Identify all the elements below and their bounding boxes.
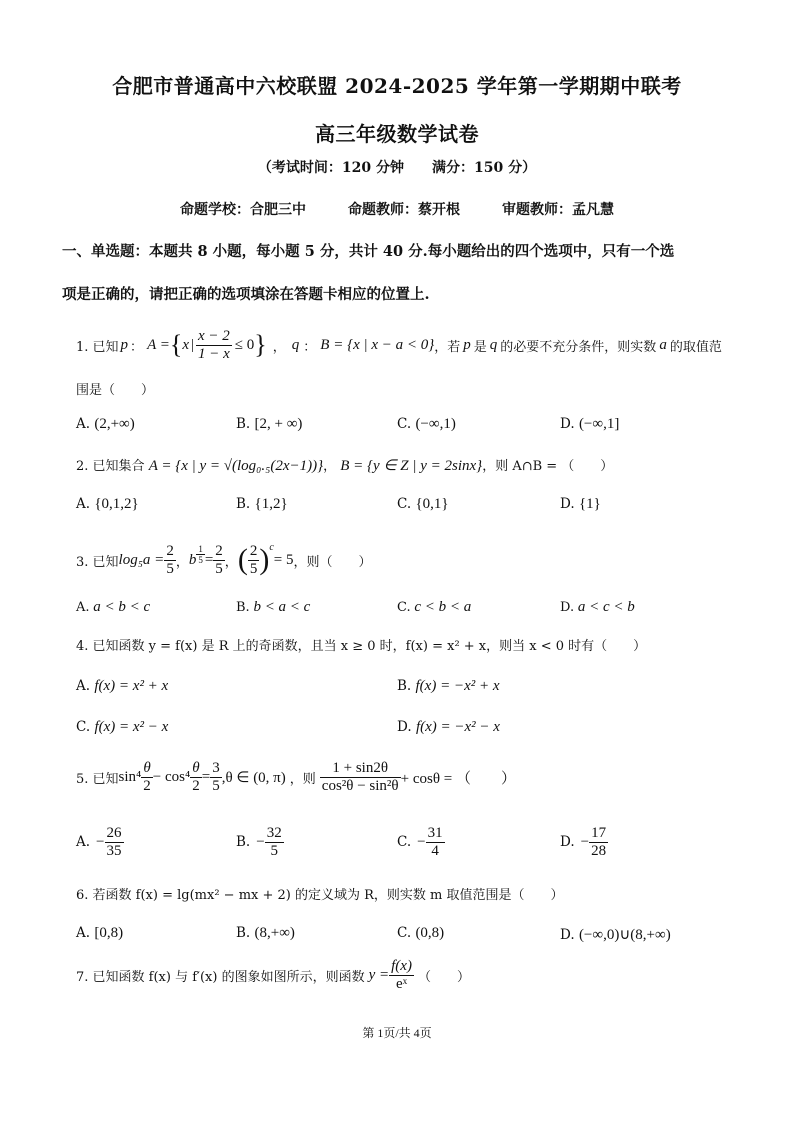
q1-option-b[interactable] (236, 416, 302, 433)
q5-minus-cos4: − cos⁴ (152, 768, 191, 785)
q7-stem-end: （ ） (417, 969, 470, 985)
q5-option-a-sign: − (96, 833, 105, 850)
q5-option-d-den: 28 (591, 842, 607, 859)
q2-sep: ， (323, 459, 337, 474)
q6-option-d-text: (−∞,0)∪(8,+∞) (578, 927, 671, 943)
q7-stem-prefix: 7. 已知函数 f(x) 与 f′(x) 的图象如图所示，则函数 (76, 969, 365, 985)
q3-b-base: b (188, 551, 197, 568)
q5-sin4: sin⁴ (118, 768, 142, 785)
q3-f3-den: 5 (249, 560, 258, 577)
q5-two-2: 2 (192, 777, 200, 794)
q4-option-a-text: f(x) = x² + x (94, 678, 169, 694)
question-1-stem-line2: 围是（ ） (76, 383, 155, 398)
q3-sep1: ， (175, 554, 189, 570)
section1-heading-line2: 项是正确的，请把正确的选项填涂在答题卡相应的位置上. (62, 286, 430, 303)
q7-num: f(x) (391, 957, 412, 974)
q6-option-c-text: (0,8) (415, 925, 445, 941)
q2-option-b[interactable] (236, 496, 288, 513)
q1-option-d-text: (−∞,1] (578, 416, 620, 432)
q5-big-den: cos²θ − sin²θ (321, 777, 399, 794)
q5-two-1: 2 (143, 777, 151, 794)
q3-f2-num: 2 (215, 542, 223, 559)
q3-fraction-3 (248, 543, 260, 578)
page-number: 第 1页/共 4页 (362, 1026, 432, 1040)
q5-then: ，则 (289, 771, 316, 787)
q5-cond: ,θ ∈ (0, π) (221, 769, 286, 786)
q5-option-b-den: 5 (265, 842, 284, 860)
q5-option-b-sign: − (256, 833, 265, 850)
q3-option-a-text: a < b < c (93, 599, 151, 615)
q1-option-c-text: (−∞,1) (415, 416, 456, 432)
question-6-stem: 6. 若函数 f(x) = lg(mx² − mx + 2) 的定义域为 R，则实数 m 取值范围是（ ） (76, 888, 564, 903)
q3-stem-end: ，则（ ） (293, 554, 372, 570)
q1-option-c-label: C. (397, 416, 412, 432)
q1-option-b-label: B. (236, 416, 251, 432)
q3-option-d-text: a < c < b (577, 599, 635, 615)
q5-option-c-sign: − (417, 833, 426, 850)
q3-option-b-label: B. (236, 600, 250, 615)
section1-heading-line1: 一、单选题：本题共 8 小题，每小题 5 分，共计 40 分.每小题给出的四个选项中，只有一个选 (62, 243, 675, 260)
q4-option-b-text: f(x) = −x² + x (415, 678, 500, 694)
q2-option-b-label: B. (236, 496, 251, 512)
q5-theta-2: θ (192, 759, 200, 776)
q6-option-a-label: A. (76, 925, 91, 941)
q5-option-c-num: 31 (427, 824, 443, 841)
q6-option-d[interactable] (560, 925, 671, 944)
exam-title: 合肥市普通高中六校联盟 2024-2025 学年第一学期期中联考 (112, 74, 682, 98)
question-2-stem (76, 455, 613, 475)
q5-option-d-sign: − (580, 833, 590, 850)
question-4-stem: 4. 已知函数 y = f(x) 是 R 上的奇函数，且当 x ≥ 0 时，f(x) = x² + x，则当 x < 0 时有（ ） (76, 639, 647, 654)
q5-option-a[interactable] (76, 822, 124, 862)
q6-option-a[interactable] (76, 925, 123, 942)
q5-option-b-fraction (265, 825, 284, 860)
q3-option-a-label: A. (76, 600, 90, 615)
question-3-stem (76, 538, 372, 582)
q1-colon: ： (130, 339, 144, 355)
q3-option-c[interactable] (397, 599, 471, 616)
q1-option-d-label: D. (560, 416, 575, 432)
q5-half-theta-2 (190, 760, 202, 795)
q4-option-a-label: A. (76, 678, 91, 694)
q3-left-paren: ( (237, 543, 248, 576)
q1-stem-prefix: 1. 已知 (76, 339, 119, 355)
q1-option-d[interactable] (560, 416, 619, 433)
q5-option-b-num: 32 (266, 824, 282, 841)
q1-le0: ≤ 0 (234, 336, 255, 353)
q5-stem-prefix: 5. 已知 (76, 771, 119, 787)
q4-option-d[interactable] (397, 719, 500, 736)
q1-option-c[interactable] (397, 416, 456, 433)
q2-option-d-text: {1} (578, 496, 601, 512)
q3-option-b[interactable] (236, 599, 310, 616)
q5-option-d-num: 17 (591, 824, 607, 841)
q3-option-c-text: c < b < a (414, 599, 472, 615)
q5-option-a-fraction (105, 825, 124, 860)
q5-option-c-label: C. (397, 834, 412, 850)
q3-option-c-label: C. (397, 600, 411, 615)
q5-eq: = (201, 768, 211, 785)
q2-option-a-label: A. (76, 496, 91, 512)
q1-stem-c: 是 (473, 339, 487, 355)
q1-stem-d: 的 (500, 339, 514, 355)
q1-option-a[interactable] (76, 416, 135, 433)
q3-fraction-1 (164, 543, 176, 578)
q2-stem-prefix: 2. 已知集合 (76, 459, 145, 474)
exam-authors: 命题学校：合肥三中 命题教师：蔡开根 审题教师：孟凡慧 (180, 202, 614, 218)
q2-option-d-label: D. (560, 496, 575, 512)
q2-set-b: B = {y ∈ Z | y = 2sinx} (340, 458, 483, 474)
q7-fraction (389, 958, 414, 993)
q6-option-d-label: D. (560, 927, 575, 943)
q1-stem-b: ，若 (434, 339, 461, 355)
q5-three: 3 (212, 759, 220, 776)
q3-expr-a: log₅a = (118, 551, 165, 568)
q3-option-d-label: D. (560, 600, 575, 615)
q1-frac-num: x − 2 (198, 327, 230, 344)
q1-bar: | (190, 336, 194, 353)
q4-option-c[interactable] (76, 719, 168, 736)
q5-five: 5 (212, 777, 220, 794)
q1-colon2: ： (303, 339, 317, 355)
q3-f1-den: 5 (166, 560, 174, 577)
q5-big-fraction (320, 760, 401, 795)
q1-set-a-lhs: A = (147, 336, 170, 353)
q4-option-a[interactable] (76, 678, 168, 695)
q1-set-b: B = {x | x − a < 0} (320, 336, 435, 353)
q1-p: p (120, 336, 129, 353)
q3-option-a[interactable] (76, 599, 150, 616)
q3-b-exponent (196, 544, 205, 565)
q5-theta-1: θ (143, 759, 151, 776)
q1-comma: ， (272, 339, 286, 355)
q3-f2-den: 5 (215, 560, 223, 577)
q7-den: eˣ (389, 975, 414, 993)
q2-option-c[interactable] (397, 496, 449, 513)
q1-option-a-text: (2,+∞) (94, 416, 135, 432)
q5-option-c-den: 4 (426, 842, 445, 860)
q1-fraction (196, 328, 232, 363)
q2-option-a-text: {0,1,2} (94, 496, 139, 512)
q3-b-exp-den: 5 (198, 554, 203, 565)
q5-big-num: 1 + sin2θ (332, 759, 389, 776)
q5-option-c[interactable] (397, 822, 445, 862)
q1-a: a (659, 336, 667, 353)
q3-f3-num: 2 (249, 542, 258, 559)
q6-option-b[interactable] (236, 925, 295, 942)
q5-option-a-label: A. (76, 834, 91, 850)
q1-frac-den: 1 − x (198, 345, 230, 362)
q3-fraction-2 (213, 543, 225, 578)
q1-q: q (291, 336, 300, 353)
q6-option-c[interactable] (397, 925, 444, 942)
q3-sep2: ， (224, 554, 238, 570)
q5-option-d-fraction (589, 825, 608, 860)
q2-option-b-text: {1,2} (254, 496, 288, 512)
q5-option-b-label: B. (236, 834, 251, 850)
q5-half-theta-1 (141, 760, 153, 795)
q1-left-brace: { (169, 330, 183, 359)
q5-option-a-num: 26 (106, 824, 122, 841)
q6-option-c-label: C. (397, 925, 412, 941)
q6-option-b-label: B. (236, 925, 251, 941)
q1-stem-f: 的取值范 (669, 339, 722, 355)
q1-q2: q (489, 336, 498, 353)
q5-option-b[interactable] (236, 822, 284, 862)
question-7-stem (76, 955, 470, 995)
q5-option-d-label: D. (560, 834, 575, 850)
q5-option-d[interactable] (560, 822, 608, 862)
question-1-stem (76, 323, 722, 367)
q5-option-a-den: 35 (106, 842, 122, 859)
q3-eq5: = 5 (273, 551, 294, 568)
q2-option-c-text: {0,1} (415, 496, 449, 512)
q4-option-d-label: D. (397, 719, 412, 735)
q1-option-b-text: [2, + ∞) (254, 416, 303, 432)
q7-y-eq: y = (368, 966, 390, 983)
exam-subtitle: 高三年级数学试卷 (315, 122, 479, 146)
q3-eq: = (204, 551, 214, 568)
q1-p2: p (463, 336, 471, 353)
exam-info: （考试时间：120 分钟 满分：150 分） (257, 160, 537, 176)
q4-option-b-label: B. (397, 678, 412, 694)
q3-option-b-text: b < a < c (253, 599, 311, 615)
q2-stem-end: ，则 A∩B = （ ） (482, 459, 614, 474)
q3-option-d[interactable] (560, 599, 635, 616)
q3-right-paren: ) (259, 543, 270, 576)
q4-option-d-text: f(x) = −x² − x (415, 719, 500, 735)
q3-b-exp-num: 1 (198, 543, 203, 554)
question-5-stem (76, 755, 516, 799)
q2-option-c-label: C. (397, 496, 412, 512)
q5-option-c-fraction (426, 825, 445, 860)
q4-option-b[interactable] (397, 678, 500, 695)
q1-stem-e: 必要不充分条件，则实数 (513, 339, 657, 355)
q1-right-brace: } (254, 330, 267, 359)
q1-option-a-label: A. (76, 416, 91, 432)
q4-option-c-text: f(x) = x² − x (94, 719, 169, 735)
q1-set-a-var: x (182, 336, 189, 353)
q3-f1-num: 2 (166, 542, 174, 559)
q2-set-a: A = {x | y = √(log₀.₅(2x−1))} (148, 458, 324, 474)
q5-three-fifths (210, 760, 222, 795)
q6-option-b-text: (8,+∞) (254, 925, 295, 941)
q2-option-d[interactable] (560, 496, 601, 513)
q6-option-a-text: [0,8) (94, 925, 124, 941)
q5-plus: + cosθ = （ ） (400, 770, 516, 787)
q4-option-c-label: C. (76, 719, 91, 735)
q3-c-exponent: c (269, 542, 274, 553)
q3-stem-prefix: 3. 已知 (76, 554, 119, 570)
q2-option-a[interactable] (76, 496, 139, 513)
